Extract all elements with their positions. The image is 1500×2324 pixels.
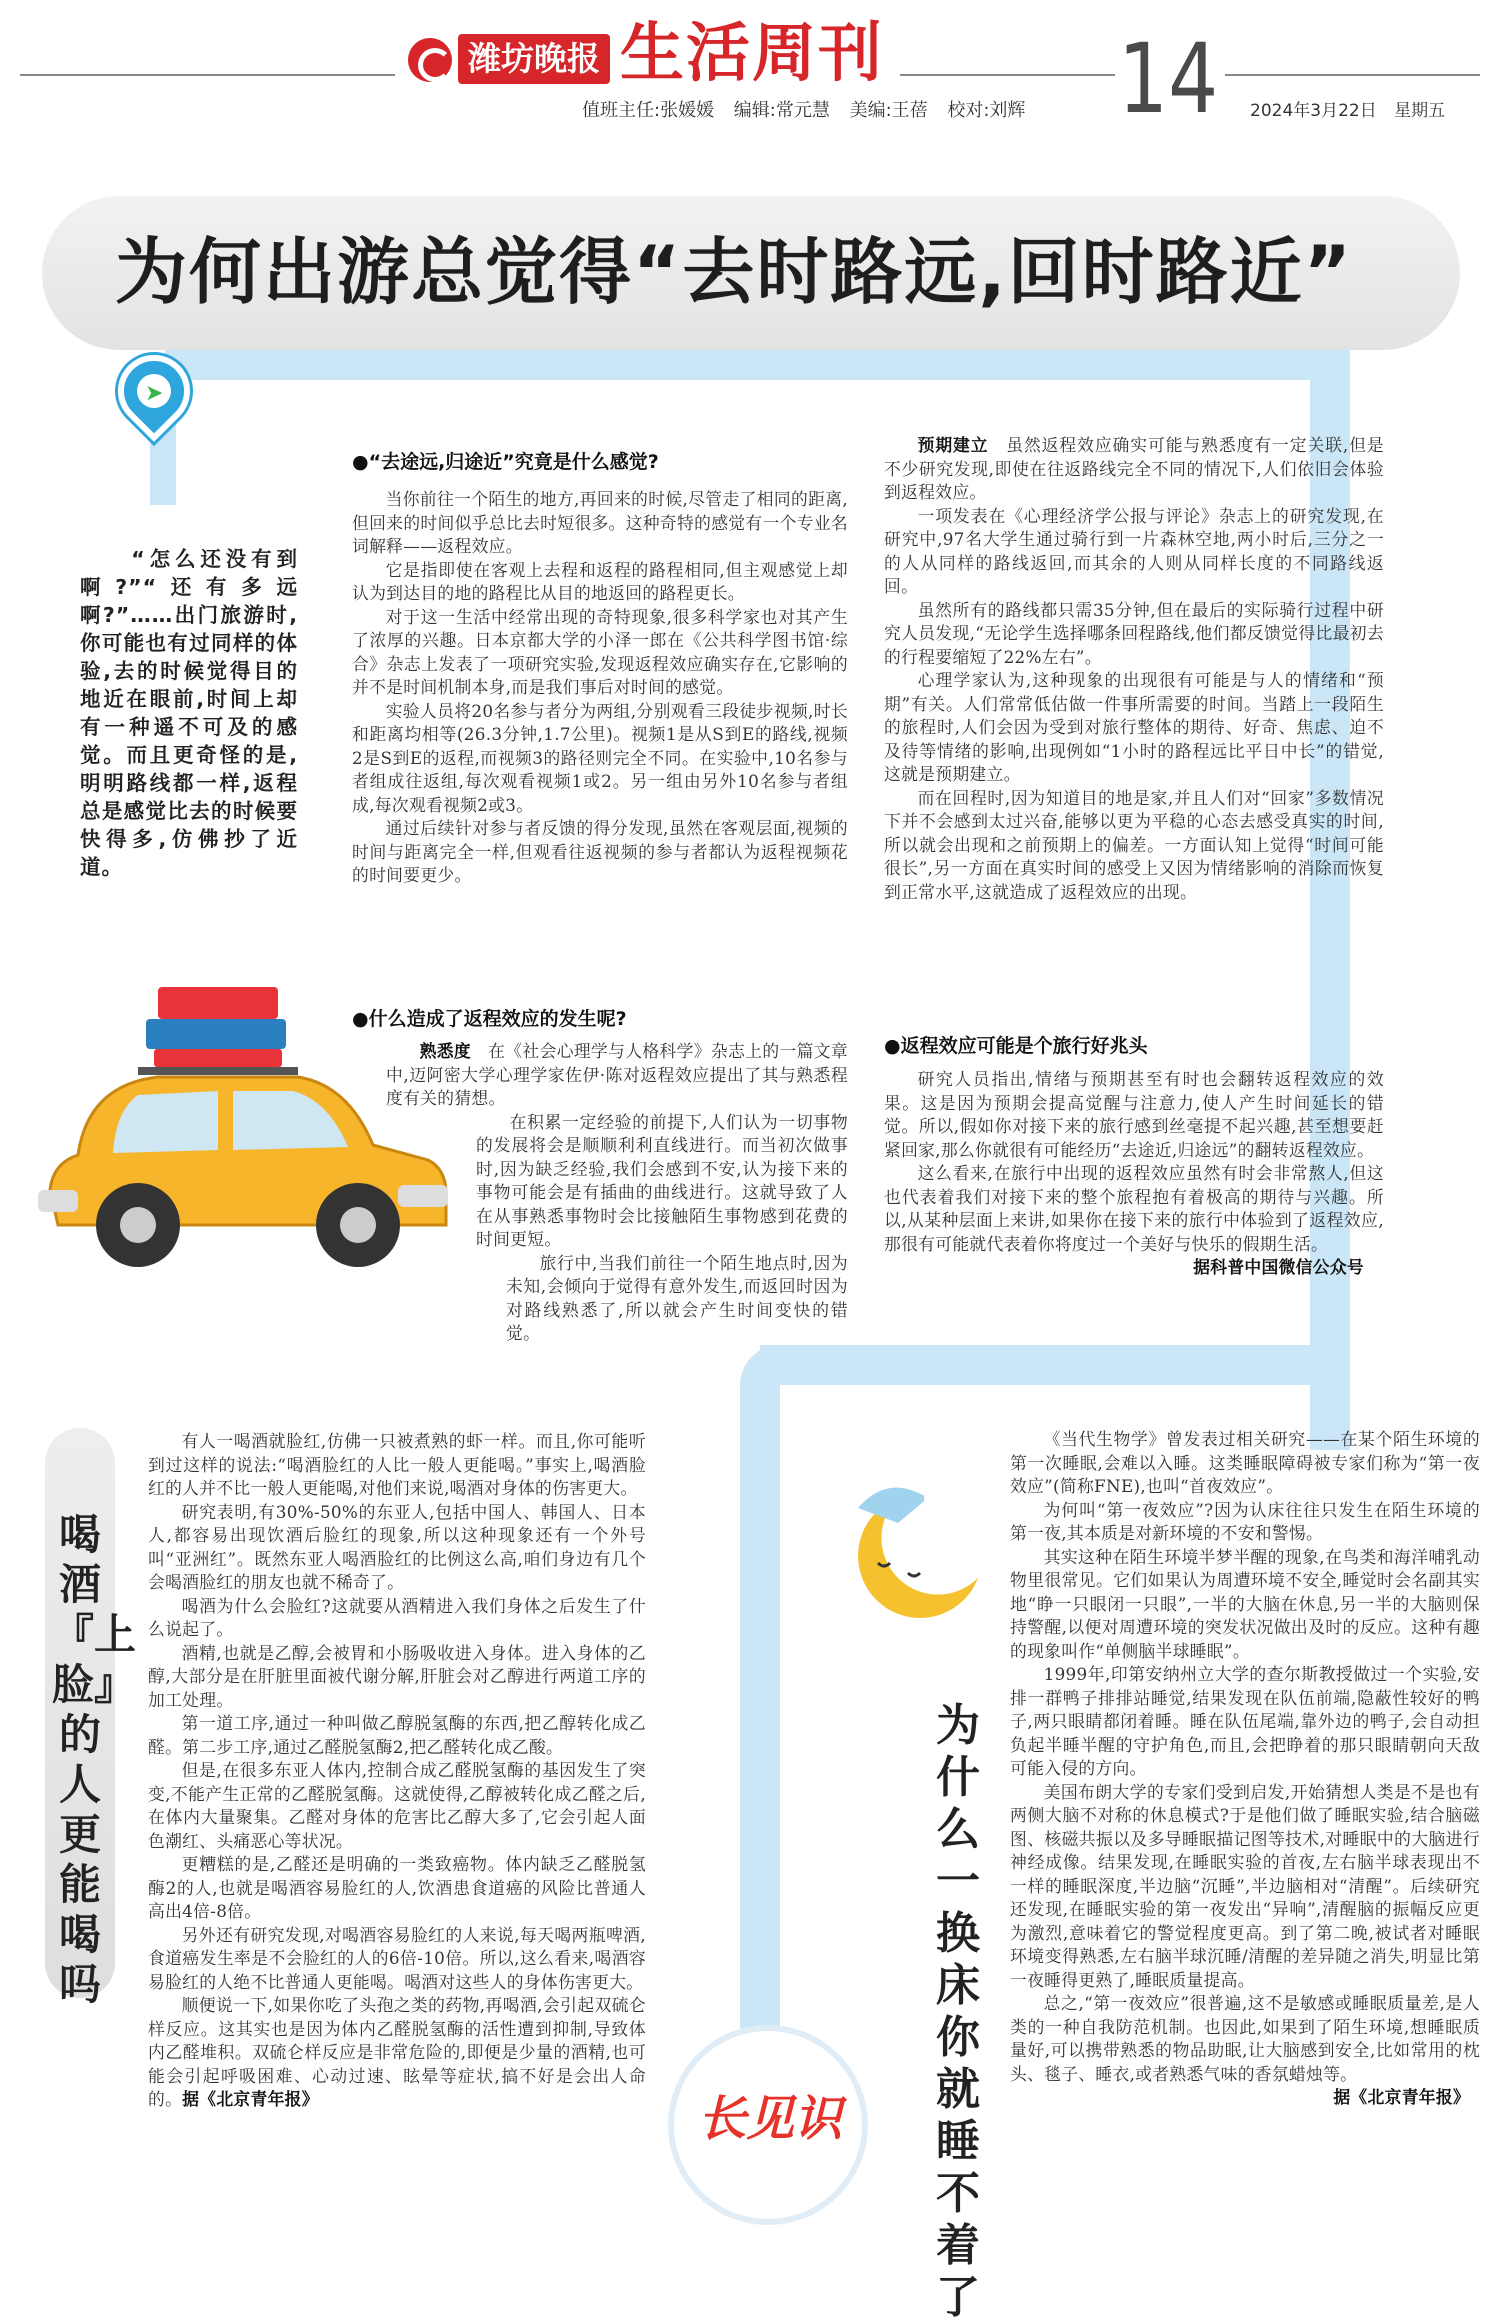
car-bumper	[398, 1185, 448, 1207]
paragraph: 在积累一定经验的前提下,人们认为一切事物的发展将会是顺顺利利直线进行。而当初次做事时,因为缺乏经验,我们会感到不安,认为接下来的事物可能会是有插曲的曲线进行。这就导致了人在从事熟悉事物时会比接触陌生事物感到花费的时间更短。	[476, 1111, 848, 1249]
paragraph: 虽然所有的路线都只需35分钟,但在最后的实际骑行过程中研究人员发现,“无论学生选择哪条回程路线,他们都反馈觉得比最初去的行程要缩短了22%左右”。	[884, 599, 1384, 667]
paragraph: 而在回程时,因为知道目的地是家,并且人们对“回家”多数情况下并不会感到太过兴奋,能够以更为平稳的心态去感受真实的时间,所以就会出现和之前预期上的偏差。一方面认知上觉得“时间可能很长”,另一方面在真实时间的感受上又因为情绪影响的消除而恢复到正常水平,这就造成了返程效应的出现。	[884, 787, 1384, 902]
article-source: 据《北京青年报》	[182, 2089, 319, 2109]
paragraph: 美国布朗大学的专家们受到启发,开始猜想人类是不是也有两侧大脑不对称的休息模式?于是他们做了睡眠实验,结合脑磁图、核磁共振以及多导睡眠描记图等技术,对睡眠中的大脑进行神经成像。结果发现,在睡眠实验的首夜,左右脑半球表现出不一样的睡眠深度,半边脑“沉睡”,半边脑相对“清醒”。后续研究还发现,在睡眠实验的第一夜发出“异响”,清醒脑的振幅反应更为激烈,意味着它的警觉程度更高。到了第二晚,被试者对睡眠环境变得熟悉,左右脑半球沉睡/清醒的差异随之消失,明显比第一夜睡得更熟了,睡眠质量提高。	[1010, 1781, 1480, 1990]
paragraph: 实验人员将20名参与者分为两组,分别观看三段徒步视频,时长和距离均相等(26.3分钟,1.7公里)。视频1是从S到E的路线,视频2是S到E的返程,而视频3的路径则完全不同。在实验中,10名参与者组成往返组,每次观看视频1或2。另一组由另外10名参与者组成,每次观看视频2或3。	[352, 700, 848, 815]
sleeping-moon-icon	[838, 1468, 988, 1628]
paper-name: 潍坊晚报	[458, 34, 610, 84]
paragraph: 有人一喝酒就脸红,仿佛一只被煮熟的虾一样。而且,你可能听到过这样的说法:“喝酒脸红的人比一般人更能喝。”事实上,喝酒脸红的人并不比一般人更能喝,对他们来说,喝酒对身体的伤害更大。	[148, 1431, 646, 1498]
decorative-track	[760, 1345, 1350, 1385]
subheading: ●什么造成了返程效应的发生呢?	[352, 1008, 627, 1030]
paragraph: 《当代生物学》曾发表过相关研究——在某个陌生环境的第一次睡眠,会难以入睡。这类睡眠障碍被专家们称为“第一夜效应”(简称FNE),也叫“首夜效应”。	[1010, 1429, 1480, 1496]
paragraph: 其实这种在陌生环境半梦半醒的现象,在鸟类和海洋哺乳动物里很常见。它们如果认为周遭环境不安全,睡觉时会名副其实地“睁一只眼闭一只眼”,一半的大脑在休息,另一半的大脑则保持警醒,以便对周遭环境的突发状况做出及时的反应。这种有趣的现象叫作“单侧脑半球睡眠”。	[1010, 1546, 1480, 1661]
suitcase-icon	[154, 1049, 282, 1067]
paragraph: 当你前往一个陌生的地方,再回来的时候,尽管走了相同的距离,但回来的时间似乎总比去时短很多。这种奇特的感觉有一个专业名词解释——返程效应。	[352, 489, 848, 556]
paragraph-text: 在《社会心理学与人格科学》杂志上的一篇文章中,迈阿密大学心理学家佐伊·陈对返程效应提出了其与熟悉程度有关的猜想。	[386, 1041, 848, 1108]
article-column	[884, 434, 1384, 904]
paragraph: 一项发表在《心理经济学公报与评论》杂志上的研究发现,在研究中,97名大学生通过骑行到一片森林空地,两小时后,三分之一的人从同样的路线返回,而其余的人则从同样长度的不同路线返回。	[884, 505, 1384, 596]
paper-logo-icon	[408, 38, 452, 82]
paragraph-text: 顺便说一下,如果你吃了头孢之类的药物,再喝酒,会引起双硫仑样反应。这其实也是因为体内乙醛脱氢酶的活性遭到抑制,导致体内乙醛堆积。双硫仑样反应是非常危险的,即便是少量的酒精,也可能会引起呼吸困难、心动过速、眩晕等症状,搞不好是会出人命的。	[148, 1995, 646, 2109]
paragraph: 更糟糕的是,乙醛还是明确的一类致癌物。体内缺乏乙醛脱氢酶2的人,也就是喝酒容易脸红的人,饮酒患食道癌的风险比普通人高出4倍-8倍。	[148, 1854, 646, 1921]
paragraph: 总之,“第一夜效应”很普遍,这不是敏感或睡眠质量差,是人类的一种自我防范机制。也因此,如果到了陌生环境,想睡眠质量好,可以携带熟悉的物品助眠,让大脑感到安全,比如常用的枕头、毯子、睡衣,或者熟悉气味的香氛蜡烛等。	[1010, 1993, 1480, 2084]
article-headline: 为何出游总觉得“去时路远,回时路近”	[115, 230, 1353, 314]
article-source: 据《北京青年报》	[1333, 2087, 1470, 2107]
masthead-rule-right	[900, 74, 1115, 76]
keyword: 预期建立	[917, 435, 989, 455]
article-lead: “怎么还没有到啊?”“还有多远啊?”……出门旅游时,你可能也有过同样的体验,去的时候觉得目的地近在眼前,时间上却有一种遥不可及的感觉。而且更奇怪的是,明明路线都一样,返程总是感觉比去的时候要快得多,仿佛抄了近道。	[80, 547, 298, 879]
paragraph: 这么看来,在旅行中出现的返程效应虽然有时会非常熬人,但这也代表着我们对接下来的整个旅程抱有着极高的期待与兴趣。所以,从某种层面上来讲,如果你在接下来的旅行中体验到了返程效应,那很有可能就代表着你将度过一个美好与快乐的假期生活。	[884, 1163, 1384, 1254]
suitcase-icon	[146, 1019, 286, 1049]
paragraph: 它是指即使在客观上去程和返程的路程相同,但主观感觉上却认为到达目的地的路程比从目的地返回的路程更长。	[352, 559, 848, 603]
paragraph: 旅行中,当我们前往一个陌生地点时,因为未知,会倾向于觉得有意外发生,而返回时因为对路线熟悉了,所以就会产生时间变快的错觉。	[506, 1252, 848, 1343]
paragraph: 研究表明,有30%-50%的东亚人,包括中国人、韩国人、日本人,都容易出现饮酒后脸红的现象,所以这种现象还有一个外号叫“亚洲红”。既然东亚人喝酒脸红的比例这么高,咱们身边有几个会喝酒脸红的朋友也就不稀奇了。	[148, 1501, 646, 1592]
paragraph: 另外还有研究发现,对喝酒容易脸红的人来说,每天喝两瓶啤酒,食道癌发生率是不会脸红的人的6倍-10倍。所以,这么看来,喝酒容易脸红的人绝不比普通人更能喝。喝酒对这些人的身体伤害更大。	[148, 1924, 646, 1992]
masthead-rule-left	[20, 74, 395, 76]
issue-date: 2024年3月22日 星期五	[1250, 101, 1446, 121]
article-column	[884, 1068, 1384, 1280]
paragraph	[148, 1994, 646, 2112]
car-illustration	[18, 985, 458, 1275]
navigation-arrow-icon: ➤	[145, 381, 164, 406]
article-column	[148, 1430, 646, 2112]
paragraph	[884, 434, 1384, 505]
paragraph: 心理学家认为,这种现象的出现很有可能是与人的情绪和“预期”有关。人们常常低估做一件事所需要的时间。当踏上一段陌生的旅程时,人们会因为受到对旅行整体的期待、好奇、焦虑、迫不及待等情绪的影响,出现例如“1小时的路程远比平日中长”的错觉,这就是预期建立。	[884, 670, 1384, 784]
paragraph: 通过后续针对参与者反馈的得分发现,虽然在客观层面,视频的时间与距离完全一样,但观看往返视频的参与者都认为返程视频花的时间要更少。	[352, 818, 848, 885]
section-name: 生活周刊	[620, 17, 884, 91]
keyword: 熟悉度	[419, 1041, 472, 1061]
article-title-vertical: 为什么一换床你就睡不着了	[936, 1700, 980, 2323]
subheading: ●“去途远,归途近”究竟是什么感觉?	[352, 451, 659, 473]
staff-credits: 值班主任:张媛媛 编辑:常元慧 美编:王蓓 校对:刘辉	[582, 100, 1026, 121]
paragraph: 对于这一生活中经常出现的奇特现象,很多科学家也对其产生了浓厚的兴趣。日本京都大学的小泽一郎在《公共科学图书馆·综合》杂志上发表了一项研究实验,发现返程效应确实存在,它影响的并不是时间机制本身,而是我们事后对时间的感觉。	[352, 606, 848, 697]
paragraph: 喝酒为什么会脸红?这就要从酒精进入我们身体之后发生了什么说起了。	[148, 1595, 646, 1639]
subheading: ●返程效应可能是个旅行好兆头	[884, 1035, 1148, 1057]
page-number: 14	[1118, 23, 1219, 135]
article-source: 据科普中国微信公众号	[1193, 1257, 1364, 1277]
column-badge-label: 长见识	[697, 2091, 842, 2147]
article-column	[1010, 1428, 1480, 2110]
car-bumper	[38, 1190, 78, 1212]
paragraph: 为何叫“第一夜效应”?因为认床往往只发生在陌生环境的第一夜,其本质是对新环境的不安和警惕。	[1010, 1499, 1480, 1543]
paragraph: 研究人员指出,情绪与预期甚至有时也会翻转返程效应的效果。这是因为预期会提高觉醒与注意力,使人产生时间延长的错觉。所以,假如你对接下来的旅行感到丝毫提不起兴趣,甚至想要赶紧回家,那么你就很有可能经历“去途近,归途远”的翻转返程效应。	[884, 1069, 1384, 1160]
roof-rack	[138, 1067, 298, 1075]
paragraph: 酒精,也就是乙醇,会被胃和小肠吸收进入身体。进入身体的乙醇,大部分是在肝脏里面被代谢分解,肝脏会对乙醇进行两道工序的加工处理。	[148, 1642, 646, 1710]
paragraph: 1999年,印第安纳州立大学的查尔斯教授做过一个实验,安排一群鸭子排排站睡觉,结果发现在队伍前端,隐蔽性较好的鸭子,两只眼睛都闭着睡。睡在队伍尾端,靠外边的鸭子,会自动担负起半睡半醒的守护角色,而且,会把睁着的那只眼睛朝向天敌可能入侵的方向。	[1010, 1664, 1480, 1778]
masthead-rule-far	[1225, 74, 1480, 76]
paragraph-text: 虽然返程效应确实可能与熟悉度有一定关联,但是不少研究发现,即使在往返路线完全不同的情况下,人们依旧会体验到返程效应。	[884, 435, 1385, 502]
paragraph: 但是,在很多东亚人体内,控制合成乙醛脱氢酶的基因发生了突变,不能产生正常的乙醛脱氢酶。这就使得,乙醇被转化成乙醛之后,在体内大量聚集。乙醛对身体的危害比乙醇大多了,它会引起人面色潮红、头痛恶心等状况。	[148, 1760, 646, 1851]
article-column	[352, 488, 848, 888]
article-title-vertical: 喝酒『上脸』的人更能喝吗	[52, 1510, 137, 2009]
paragraph: 第一道工序,通过一种叫做乙醇脱氢酶的东西,把乙醇转化成乙醛。第二步工序,通过乙醛脱氢酶2,把乙醛转化成乙酸。	[148, 1713, 646, 1757]
suitcase-icon	[158, 987, 278, 1019]
